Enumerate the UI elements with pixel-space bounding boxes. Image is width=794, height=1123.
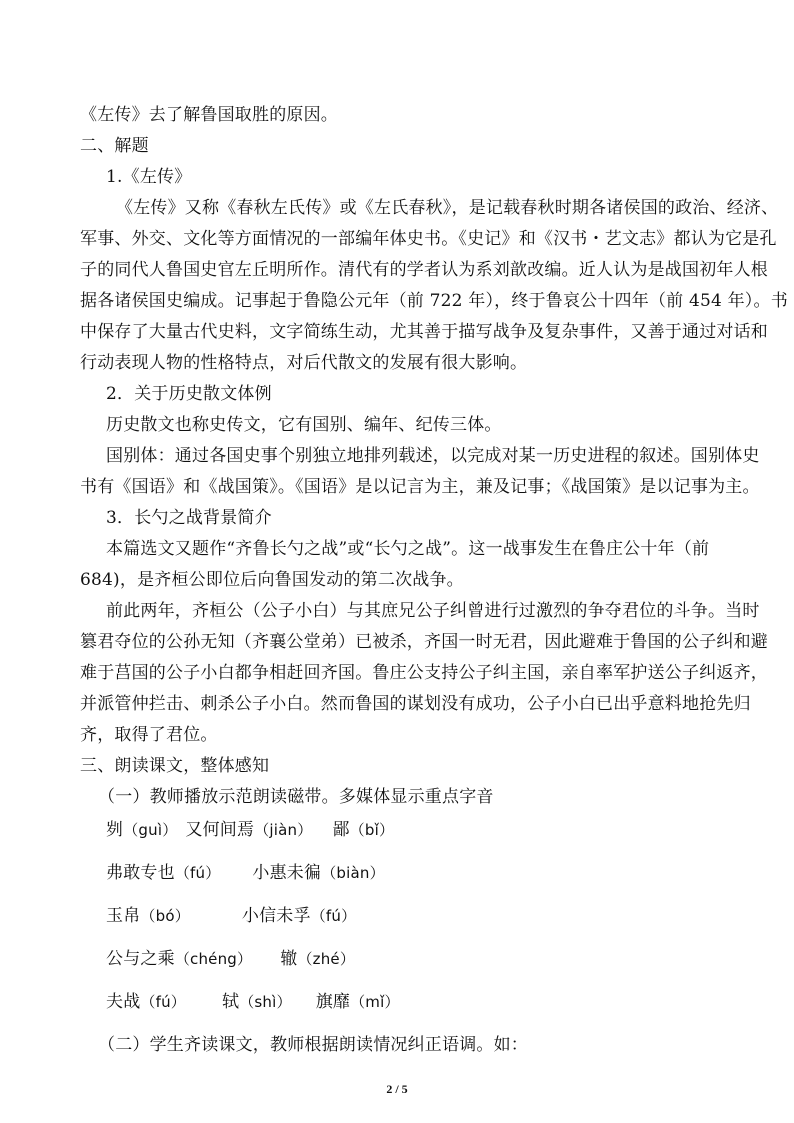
- pron-pinyin: （biàn）: [321, 864, 385, 882]
- pron-word: 小信未孚: [241, 906, 311, 926]
- pron-pinyin: （guì）: [123, 821, 178, 839]
- section-heading-2: 二、解题: [80, 136, 149, 156]
- pron-pinyin: （bó）: [140, 907, 190, 925]
- paragraph-line: 684)，是齐桓公即位后向鲁国发动的第二次战争。: [80, 570, 464, 590]
- pronunciation-row: [106, 905, 746, 927]
- paragraph-line: 前此两年，齐桓公（公子小白）与其庶兄公子纠曾进行过激烈的争夺君位的斗争。当时: [106, 601, 760, 621]
- pron-word: 夫战: [106, 992, 141, 1012]
- pron-pinyin: （zhé）: [297, 950, 356, 968]
- pron-pinyin: （chéng）: [174, 950, 253, 968]
- paragraph-line: 中保存了大量古代史料，文字简练生动，尤其善于描写战争及复杂事件，又善于通过对话和: [80, 322, 768, 342]
- pronunciation-row: [106, 862, 746, 884]
- step-two-line: （二）学生齐读课文，教师根据朗读情况纠正语调。如：: [98, 1035, 528, 1055]
- pron-word: 又何间焉: [185, 820, 255, 840]
- subheading-zuozhuan: 1.《左传》: [106, 167, 192, 187]
- paragraph-line: 行动表现人物的性格特点，对后代散文的发展有很大影响。: [80, 353, 528, 373]
- section-heading-3: 三、朗读课文，整体感知: [80, 756, 270, 776]
- paragraph-line: 子的同代人鲁国史官左丘明所作。清代有的学者认为系刘歆改编。近人认为是战国初年人根: [80, 260, 768, 280]
- paragraph-line: 据各诸侯国史编成。记事起于鲁隐公元年（前 722 年），终于鲁哀公十四年（前 454 年）。书: [80, 291, 788, 311]
- pron-word: 轼: [222, 992, 240, 1012]
- subheading-genre: 2．关于历史散文体例: [106, 384, 272, 404]
- pron-word: 刿: [106, 820, 124, 840]
- pron-word: 玉帛: [106, 906, 141, 926]
- pron-pinyin: （jiàn）: [254, 821, 313, 839]
- pronunciation-row: [106, 991, 746, 1013]
- pron-pinyin: （fú）: [174, 864, 221, 882]
- paragraph-line: 篡君夺位的公孙无知（齐襄公堂弟）已被杀，齐国一时无君，因此避难于鲁国的公子纠和避: [80, 632, 768, 652]
- text-line-continuation: 《左传》去了解鲁国取胜的原因。: [80, 105, 338, 125]
- subheading-background: 3．长勺之战背景简介: [106, 508, 272, 528]
- paragraph-line: 国别体：通过各国史事个别独立地排列载述，以完成对某一历史进程的叙述。国别体史: [106, 446, 760, 466]
- pron-word: 辙: [280, 949, 298, 969]
- page-number: 2 / 5: [386, 1082, 408, 1096]
- pron-pinyin: （fú）: [140, 993, 186, 1011]
- pronunciation-row: [106, 819, 746, 841]
- pron-word: 小惠未徧: [252, 863, 322, 883]
- pron-pinyin: （mǐ）: [350, 993, 400, 1011]
- pron-word: 公与之乘: [106, 949, 175, 969]
- pron-pinyin: （fú）: [310, 907, 357, 925]
- pron-word: 弗敢专也: [106, 863, 175, 883]
- paragraph-line: 并派管仲拦击、刺杀公子小白。然而鲁国的谋划没有成功，公子小白已出乎意料地抢先归: [80, 694, 751, 714]
- pron-pinyin: （bǐ）: [349, 821, 395, 839]
- pron-word: 鄙: [332, 820, 350, 840]
- pronunciation-row: [106, 948, 746, 970]
- paragraph-line: 历史散文也称史传文，它有国别、编年、纪传三体。: [106, 415, 502, 435]
- paragraph-line: 齐，取得了君位。: [80, 725, 218, 745]
- paragraph-line: 军事、外交、文化等方面情况的一部编年体史书。《史记》和《汉书・艺文志》都认为它是孔: [80, 229, 777, 249]
- pron-pinyin: （shì）: [239, 993, 292, 1011]
- paragraph-line: 《左传》又称《春秋左氏传》或《左氏春秋》，是记载春秋时期各诸侯国的政治、经济、: [116, 198, 779, 218]
- paragraph-line: 书有《国语》和《战国策》。《国语》是以记言为主，兼及记事；《战国策》是以记事为主。: [80, 477, 760, 497]
- pron-word: 旗靡: [315, 992, 351, 1012]
- step-one-line: （一）教师播放示范朗读磁带。多媒体显示重点字音: [98, 787, 494, 807]
- paragraph-line: 本篇选文又题作“齐鲁长勺之战”或“长勺之战”。这一战事发生在鲁庄公十年（前: [106, 539, 710, 559]
- paragraph-line: 难于莒国的公子小白都争相赶回齐国。鲁庄公支持公子纠主国，亲自率军护送公子纠返齐，: [80, 663, 768, 683]
